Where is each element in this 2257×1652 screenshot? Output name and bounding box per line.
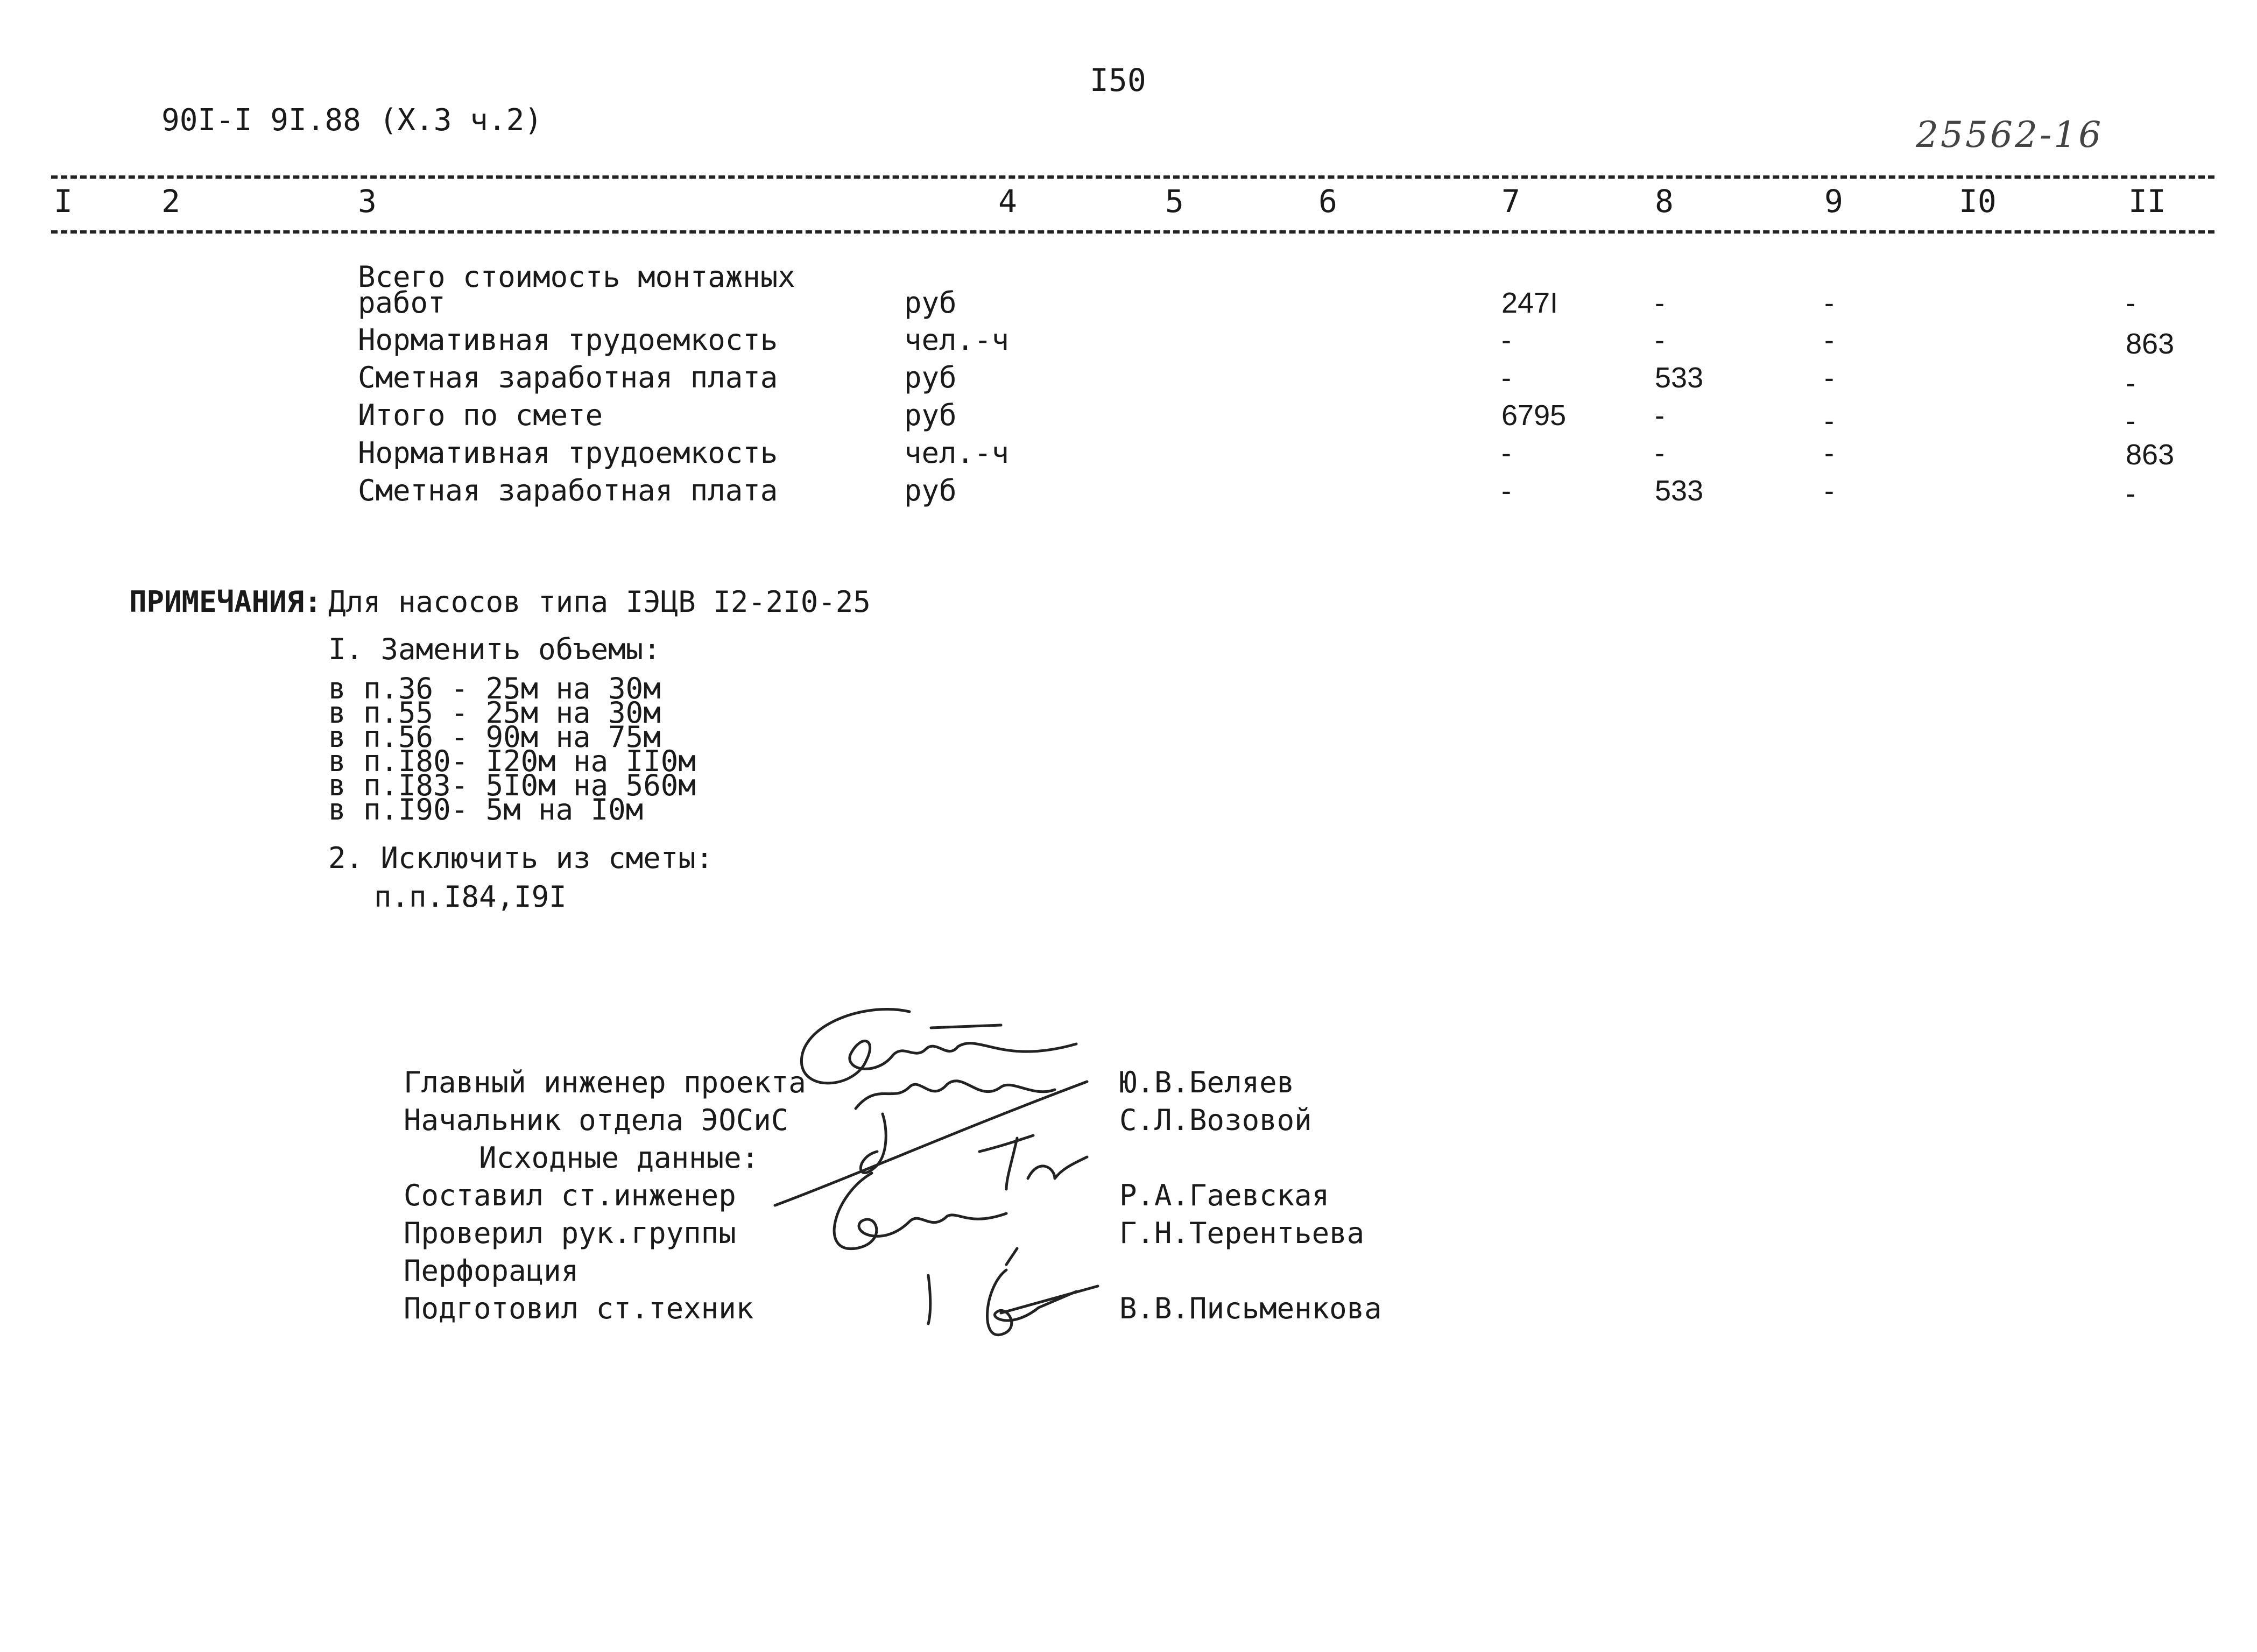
column-number: 3: [358, 183, 377, 220]
row-unit: руб: [904, 398, 957, 432]
role-label: Исходные данные:: [479, 1141, 759, 1175]
row-label: Сметная заработная плата: [358, 474, 778, 507]
column-number: 8: [1655, 183, 1674, 220]
row-unit: чел.-ч: [904, 323, 1010, 357]
cell-col9: -: [1824, 405, 1834, 437]
replacement-item: в п.I90- 5м на I0м: [328, 793, 644, 827]
table-header-rule: [51, 230, 2214, 234]
cell-col11: -: [2126, 367, 2135, 399]
table-top-rule: [51, 175, 2214, 179]
column-number: 9: [1824, 183, 1843, 220]
notes-item2-title: 2. Исключить из сметы:: [328, 841, 714, 875]
cell-col9: -: [1824, 475, 1834, 507]
row-label: Всего стоимость монтажных: [358, 260, 795, 294]
cell-col9: -: [1824, 437, 1834, 469]
row-label: Итого по смете: [358, 398, 603, 432]
replacement-item: в п.55 - 25м на 30м: [328, 696, 661, 730]
signer-name: С.Л.Возовой: [1119, 1103, 1312, 1137]
signer-name: В.В.Письменкова: [1119, 1291, 1382, 1325]
row-label: работ: [358, 286, 446, 320]
role-label: Перфорация: [404, 1254, 579, 1288]
role-label: Главный инженер проекта: [404, 1065, 806, 1099]
cell-col7: 6795: [1501, 399, 1567, 432]
cell-col9: -: [1824, 362, 1834, 394]
cell-col11: -: [2126, 477, 2135, 510]
cell-col7: 247I: [1501, 287, 1558, 319]
handwritten-signatures: [753, 996, 1119, 1361]
role-label: Подготовил ст.техник: [404, 1291, 754, 1325]
signer-name: Г.Н.Терентьева: [1119, 1216, 1365, 1250]
replacement-item: в п.I80- I20м на II0м: [328, 744, 696, 778]
notes-intro: Для насосов типа IЭЦВ I2-2I0-25: [328, 585, 871, 619]
cell-col8: 533: [1655, 475, 1704, 507]
signer-name: Ю.В.Беляев: [1119, 1065, 1295, 1099]
column-number: 4: [998, 183, 1017, 220]
cell-col8: 533: [1655, 362, 1704, 394]
row-label: Нормативная трудоемкость: [358, 436, 778, 470]
cell-col8: -: [1655, 437, 1664, 469]
notes-item1-title: I. Заменить объемы:: [328, 632, 661, 666]
column-number: 6: [1318, 183, 1337, 220]
replacement-item: в п.36 - 25м на 30м: [328, 672, 661, 705]
replacement-item: в п.I83- 5I0м на 560м: [328, 768, 696, 802]
row-unit: руб: [904, 361, 957, 394]
cell-col7: -: [1501, 437, 1511, 469]
column-number: 5: [1165, 183, 1184, 220]
role-label: Начальник отдела ЭОСиС: [404, 1103, 789, 1137]
cell-col11: -: [2126, 287, 2135, 319]
row-unit: руб: [904, 474, 957, 507]
handwritten-number: 25562-16: [1916, 114, 2104, 156]
column-number: I: [54, 183, 73, 220]
replacement-item: в п.56 - 90м на 75м: [328, 720, 661, 754]
document-code: 90I-I 9I.88 (X.3 ч.2): [161, 103, 543, 138]
cell-col11: 863: [2126, 328, 2175, 360]
cell-col9: -: [1824, 287, 1834, 319]
cell-col8: -: [1655, 287, 1664, 319]
row-label: Сметная заработная плата: [358, 361, 778, 394]
row-unit: чел.-ч: [904, 436, 1010, 470]
column-number: 7: [1501, 183, 1520, 220]
cell-col7: -: [1501, 475, 1511, 507]
cell-col7: -: [1501, 362, 1511, 394]
notes-label: ПРИМЕЧАНИЯ:: [129, 585, 322, 619]
role-label: Составил ст.инженер: [404, 1178, 736, 1212]
page-number: I50: [1090, 62, 1146, 98]
row-unit: руб: [904, 286, 957, 320]
cell-col7: -: [1501, 324, 1511, 356]
cell-col8: -: [1655, 324, 1664, 356]
cell-col8: -: [1655, 399, 1664, 432]
column-number: I0: [1959, 183, 1997, 220]
row-label: Нормативная трудоемкость: [358, 323, 778, 357]
column-number: 2: [161, 183, 180, 220]
signer-name: Р.А.Гаевская: [1119, 1178, 1330, 1212]
column-number: II: [2128, 183, 2166, 220]
cell-col11: 863: [2126, 439, 2175, 471]
notes-item2-value: п.п.I84,I9I: [374, 880, 567, 914]
cell-col9: -: [1824, 324, 1834, 356]
cell-col11: -: [2126, 405, 2135, 437]
role-label: Проверил рук.группы: [404, 1216, 736, 1250]
